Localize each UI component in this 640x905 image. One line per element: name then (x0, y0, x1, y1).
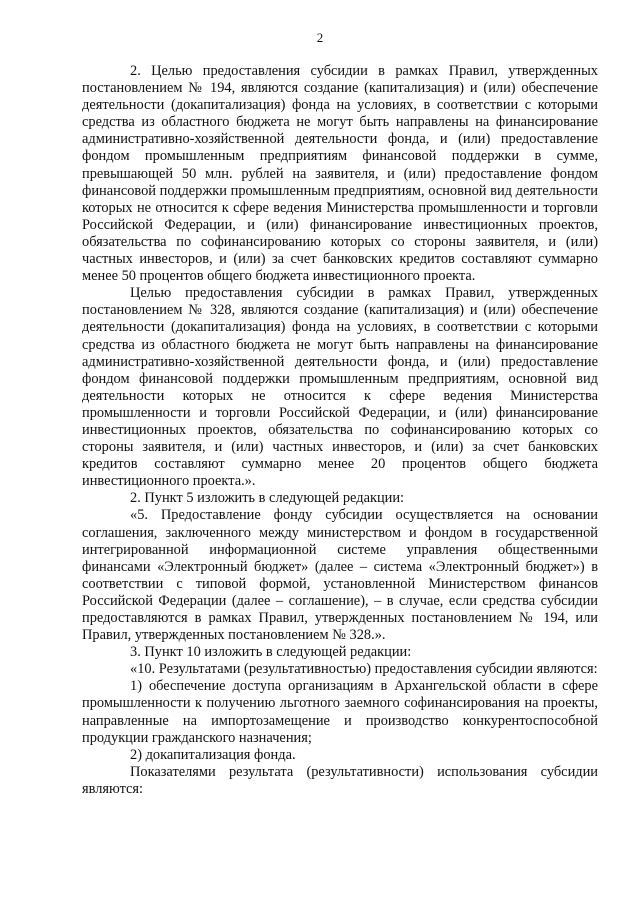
paragraph-result-1: 1) обеспечение доступа организациям в Архангельской области в сфере промышленности к получению льготного заемного софинансирования на проекты, направленные на импортозамещение и производство конкурентоспособной продукции гражданского назначения; (82, 678, 598, 746)
paragraph-item-10-heading: 3. Пункт 10 изложить в следующей редакции: (130, 644, 412, 661)
document-body (82, 63, 598, 798)
page-number: 2 (316, 30, 324, 45)
paragraph-result-2: 2) докапитализация фонда. (130, 746, 296, 763)
paragraph-results-intro: «10. Результатами (результативностью) предоставления субсидии являются: (130, 661, 598, 678)
paragraph-item-5-text: «5. Предоставление фонду субсидии осуществляется на основании соглашения, заключенного между министерством и фондом в государственной интегрированной информационной системе управления общественными финансами «Электронный бюджет» (далее – система «Электронный бюджет») в соответствии с типовой формой, установленной Министерством финансов Российской Федерации (далее – соглашение), – в случае, если средства субсидии предоставляются в рамках Правил, утвержденных постановлением № 194, или Правил, утвержденных постановлением № 328.». (82, 507, 598, 644)
paragraph-indicators: Показателями результата (результативности) использования субсидии являются: (82, 763, 598, 797)
paragraph-goal-328: Целью предоставления субсидии в рамках Правил, утвержденных постановлением № 328, являются создание (капитализация) и (или) обеспечение деятельности (докапитализация) фонда на условиях, в соответствии с которыми средства из областного бюджета не могут быть направлены на финансирование административно-хозяйственной деятельности фонда, и (или) предоставление фондом финансовой поддержки промышленным предприятиям, основной вид деятельности которых не относится к сфере ведения Министерства промышленности и торговли Российской Федерации, и (или) финансирование инвестиционных проектов, обязательства по софинансированию которых со стороны заявителя, и (или) частных инвесторов, и (или) за счет банковских кредитов составляют суммарно менее 20 процентов общего бюджета инвестиционного проекта.». (82, 285, 598, 490)
paragraph-goal-194: 2. Целью предоставления субсидии в рамках Правил, утвержденных постановлением № 194, являются создание (капитализация) и (или) обеспечение деятельности (докапитализация) фонда на условиях, в соответствии с которыми средства из областного бюджета не могут быть направлены на финансирование административно-хозяйственной деятельности фонда, и (или) предоставление фондом промышленным предприятиям финансовой поддержки в сумме, превышающей 50 млн. рублей на заявителя, и (или) предоставление фондом финансовой поддержки промышленным предприятиям, основной вид деятельности которых не относится к сфере ведения Министерства промышленности и торговли Российской Федерации, и (или) финансирование инвестиционных проектов, обязательства по софинансированию которых со стороны заявителя, и (или) частных инвесторов, и (или) за счет банковских кредитов составляют суммарно менее 50 процентов общего бюджета инвестиционного проекта. (82, 63, 598, 285)
paragraph-item-5-heading: 2. Пункт 5 изложить в следующей редакции: (130, 490, 405, 507)
